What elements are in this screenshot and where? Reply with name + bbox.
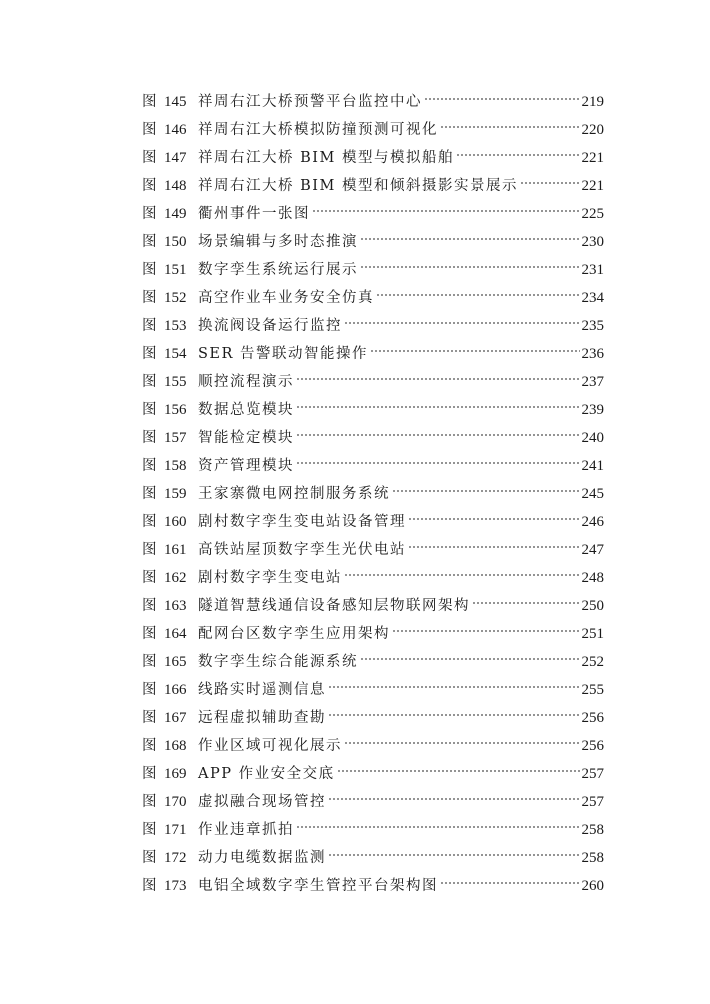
figure-prefix: 图 (142, 682, 157, 698)
figure-entry[interactable] (142, 508, 604, 536)
figure-prefix: 图 (142, 850, 157, 866)
figure-entry[interactable] (142, 256, 604, 284)
page-number: 252 (581, 654, 604, 670)
figure-number: 157 (164, 430, 187, 446)
figure-entry[interactable] (142, 200, 604, 228)
figure-entry[interactable] (142, 228, 604, 256)
figure-number: 154 (164, 346, 187, 362)
figure-title: 电铝全域数字孪生管控平台架构图 (198, 878, 438, 894)
figure-prefix: 图 (142, 710, 157, 726)
figure-title: 高铁站屋顶数字孪生光伏电站 (198, 542, 406, 558)
figure-number: 167 (164, 710, 187, 726)
figure-title: 祥周右江大桥模拟防撞预测可视化 (198, 122, 438, 138)
dot-leader (440, 124, 580, 130)
page-number: 256 (581, 710, 604, 726)
figure-prefix: 图 (142, 290, 157, 306)
figure-prefix: 图 (142, 654, 157, 670)
page-number: 241 (581, 458, 604, 474)
figure-prefix: 图 (142, 262, 157, 278)
figure-number: 149 (164, 206, 187, 222)
figure-entry[interactable] (142, 480, 604, 508)
figure-number: 164 (164, 626, 187, 642)
page-number: 258 (581, 850, 604, 866)
figure-title: 资产管理模块 (198, 458, 294, 474)
figure-title: 换流阀设备运行监控 (198, 318, 342, 334)
figure-entry[interactable] (142, 88, 604, 116)
figure-number: 158 (164, 458, 187, 474)
page-number: 236 (581, 346, 604, 362)
page-number: 258 (581, 822, 604, 838)
page-number: 245 (581, 486, 604, 502)
figure-number: 170 (164, 794, 187, 810)
dot-leader (344, 740, 580, 746)
figure-entry[interactable] (142, 592, 604, 620)
figure-number: 146 (164, 122, 187, 138)
page-number: 255 (581, 682, 604, 698)
figure-title: 剧村数字孪生变电站设备管理 (198, 514, 406, 530)
figure-prefix: 图 (142, 402, 157, 418)
figure-title: 祥周右江大桥 BIM 模型与模拟船舶 (198, 150, 454, 166)
figure-number: 171 (164, 822, 187, 838)
figure-title: 衢州事件一张图 (198, 206, 310, 222)
figure-title: APP 作业安全交底 (198, 766, 335, 782)
figure-prefix: 图 (142, 766, 157, 782)
figure-title: 远程虚拟辅助查勘 (198, 710, 326, 726)
figure-title: 高空作业车业务安全仿真 (198, 290, 374, 306)
figure-title: 剧村数字孪生变电站 (198, 570, 342, 586)
page-number: 235 (581, 318, 604, 334)
figure-title: 隧道智慧线通信设备感知层物联网架构 (198, 598, 470, 614)
figure-entry[interactable] (142, 452, 604, 480)
page-number: 257 (581, 766, 604, 782)
page-number: 250 (581, 598, 604, 614)
figure-entry[interactable] (142, 368, 604, 396)
figure-number: 165 (164, 654, 187, 670)
figure-prefix: 图 (142, 626, 157, 642)
figure-prefix: 图 (142, 94, 157, 110)
figure-prefix: 图 (142, 878, 157, 894)
figure-title: 动力电缆数据监测 (198, 850, 326, 866)
figure-title: SER 告警联动智能操作 (198, 346, 369, 362)
page-number: 239 (581, 402, 604, 418)
figure-number: 147 (164, 150, 187, 166)
figure-title: 作业违章抓拍 (198, 822, 294, 838)
figure-title: 智能检定模块 (198, 430, 294, 446)
dot-leader (328, 852, 580, 858)
dot-leader (344, 320, 580, 326)
dot-leader (344, 572, 580, 578)
dot-leader (328, 796, 580, 802)
figure-title: 场景编辑与多时态推演 (198, 234, 358, 250)
figure-title: 配网台区数字孪生应用架构 (198, 626, 390, 642)
dot-leader (360, 236, 580, 242)
figure-number: 148 (164, 178, 187, 194)
figure-number: 161 (164, 542, 187, 558)
figure-entry[interactable] (142, 844, 604, 872)
page-number: 251 (581, 626, 604, 642)
figure-number: 156 (164, 402, 187, 418)
dot-leader (337, 768, 580, 774)
figure-number: 163 (164, 598, 187, 614)
figure-entry[interactable] (142, 788, 604, 816)
figure-number: 173 (164, 878, 187, 894)
dot-leader (392, 488, 580, 494)
figure-prefix: 图 (142, 178, 157, 194)
page-number: 225 (581, 206, 604, 222)
figure-number: 169 (164, 766, 187, 782)
dot-leader (408, 544, 580, 550)
figure-number: 172 (164, 850, 187, 866)
page-number: 256 (581, 738, 604, 754)
dot-leader (296, 404, 580, 410)
figure-number: 152 (164, 290, 187, 306)
figure-prefix: 图 (142, 206, 157, 222)
dot-leader (312, 208, 580, 214)
figure-title: 顺控流程演示 (198, 374, 294, 390)
figure-prefix: 图 (142, 150, 157, 166)
figure-prefix: 图 (142, 570, 157, 586)
dot-leader (520, 180, 580, 186)
figure-entry[interactable] (142, 340, 604, 368)
figure-prefix: 图 (142, 598, 157, 614)
page-number: 234 (581, 290, 604, 306)
figure-entry[interactable] (142, 424, 604, 452)
figure-prefix: 图 (142, 794, 157, 810)
figure-entry[interactable] (142, 704, 604, 732)
dot-leader (328, 684, 580, 690)
page-number: 257 (581, 794, 604, 810)
page-number: 220 (581, 122, 604, 138)
figure-entry[interactable] (142, 760, 604, 788)
figure-number: 168 (164, 738, 187, 754)
figure-prefix: 图 (142, 234, 157, 250)
figure-number: 145 (164, 94, 187, 110)
page-number: 247 (581, 542, 604, 558)
figure-entry[interactable] (142, 648, 604, 676)
figure-prefix: 图 (142, 486, 157, 502)
figure-entry[interactable] (142, 396, 604, 424)
page-number: 248 (581, 570, 604, 586)
figure-entry[interactable] (142, 872, 604, 900)
dot-leader (296, 376, 580, 382)
figure-number: 160 (164, 514, 187, 530)
figure-title: 数字孪生综合能源系统 (198, 654, 358, 670)
figure-entry[interactable] (142, 312, 604, 340)
figure-entry[interactable] (142, 144, 604, 172)
figure-prefix: 图 (142, 122, 157, 138)
dot-leader (296, 432, 580, 438)
figure-title: 祥周右江大桥 BIM 模型和倾斜摄影实景展示 (198, 178, 518, 194)
figure-prefix: 图 (142, 346, 157, 362)
page-number: 230 (581, 234, 604, 250)
dot-leader (296, 460, 580, 466)
figure-prefix: 图 (142, 738, 157, 754)
dot-leader (392, 628, 580, 634)
dot-leader (376, 292, 580, 298)
figure-entry[interactable] (142, 284, 604, 312)
dot-leader (424, 96, 580, 102)
figure-entry[interactable] (142, 816, 604, 844)
dot-leader (296, 824, 580, 830)
figure-prefix: 图 (142, 514, 157, 530)
figure-title: 数据总览模块 (198, 402, 294, 418)
figure-entry[interactable] (142, 564, 604, 592)
figure-title: 作业区域可视化展示 (198, 738, 342, 754)
figure-number: 150 (164, 234, 187, 250)
page-number: 240 (581, 430, 604, 446)
figure-number: 162 (164, 570, 187, 586)
figure-entry[interactable] (142, 172, 604, 200)
dot-leader (440, 880, 580, 886)
figure-entry[interactable] (142, 676, 604, 704)
figure-entry[interactable] (142, 732, 604, 760)
figure-prefix: 图 (142, 430, 157, 446)
dot-leader (360, 264, 580, 270)
figure-title: 数字孪生系统运行展示 (198, 262, 358, 278)
page-number: 260 (581, 878, 604, 894)
figure-prefix: 图 (142, 318, 157, 334)
dot-leader (472, 600, 580, 606)
dot-leader (370, 348, 579, 354)
figure-number: 151 (164, 262, 187, 278)
figure-prefix: 图 (142, 374, 157, 390)
figure-list (142, 88, 604, 900)
page-number: 221 (581, 150, 604, 166)
page-number: 237 (581, 374, 604, 390)
dot-leader (408, 516, 580, 522)
page-number: 231 (581, 262, 604, 278)
page-number: 219 (581, 94, 604, 110)
figure-number: 159 (164, 486, 187, 502)
dot-leader (328, 712, 580, 718)
figure-number: 166 (164, 682, 187, 698)
figure-title: 祥周右江大桥预警平台监控中心 (198, 94, 422, 110)
figure-entry[interactable] (142, 536, 604, 564)
page-number: 221 (581, 178, 604, 194)
figure-number: 153 (164, 318, 187, 334)
figure-title: 虚拟融合现场管控 (198, 794, 326, 810)
dot-leader (456, 152, 580, 158)
figure-title: 线路实时遥测信息 (198, 682, 326, 698)
figure-entry[interactable] (142, 116, 604, 144)
dot-leader (360, 656, 580, 662)
figure-prefix: 图 (142, 542, 157, 558)
figure-prefix: 图 (142, 822, 157, 838)
figure-prefix: 图 (142, 458, 157, 474)
figure-title: 王家寨微电网控制服务系统 (198, 486, 390, 502)
figure-number: 155 (164, 374, 187, 390)
figure-entry[interactable] (142, 620, 604, 648)
page-number: 246 (581, 514, 604, 530)
